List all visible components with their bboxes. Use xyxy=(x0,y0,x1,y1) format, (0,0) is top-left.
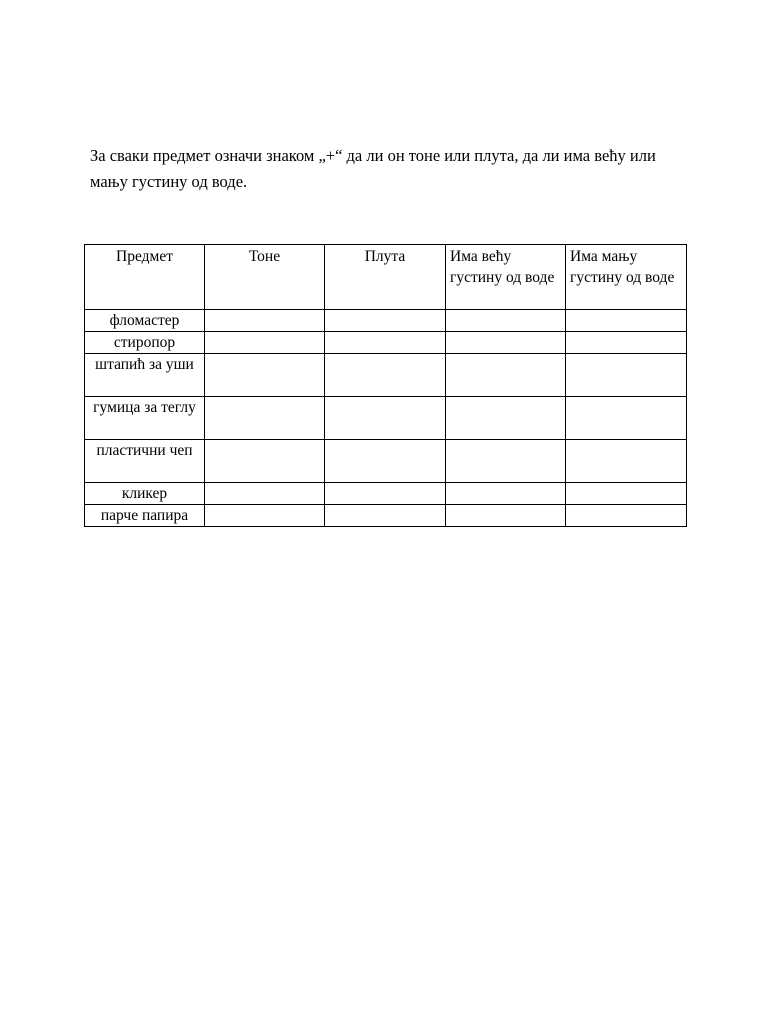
sinks-cell[interactable] xyxy=(205,310,325,332)
floats-cell[interactable] xyxy=(325,440,446,483)
row-item-label: пластични чеп xyxy=(85,440,205,483)
higher-density-cell[interactable] xyxy=(446,505,566,527)
header-item: Предмет xyxy=(85,245,205,310)
higher-density-cell[interactable] xyxy=(446,397,566,440)
higher-density-cell[interactable] xyxy=(446,354,566,397)
lower-density-cell[interactable] xyxy=(566,310,687,332)
header-sinks: Тоне xyxy=(205,245,325,310)
floats-cell[interactable] xyxy=(325,354,446,397)
row-item-label: кликер xyxy=(85,483,205,505)
row-item-label: стиропор xyxy=(85,332,205,354)
higher-density-cell[interactable] xyxy=(446,332,566,354)
row-item-label: штапић за уши xyxy=(85,354,205,397)
header-lower-density: Има мању густину од воде xyxy=(566,245,687,310)
table-row xyxy=(85,440,687,483)
sinks-cell[interactable] xyxy=(205,332,325,354)
floats-cell[interactable] xyxy=(325,310,446,332)
table-row xyxy=(85,397,687,440)
table-row xyxy=(85,354,687,397)
row-item-label: парче папира xyxy=(85,505,205,527)
sinks-cell[interactable] xyxy=(205,505,325,527)
sinks-cell[interactable] xyxy=(205,440,325,483)
lower-density-cell[interactable] xyxy=(566,397,687,440)
higher-density-cell[interactable] xyxy=(446,310,566,332)
table-header-row xyxy=(85,245,687,310)
sinks-cell[interactable] xyxy=(205,483,325,505)
lower-density-cell[interactable] xyxy=(566,332,687,354)
header-floats: Плута xyxy=(325,245,446,310)
table-row xyxy=(85,310,687,332)
floats-cell[interactable] xyxy=(325,483,446,505)
lower-density-cell[interactable] xyxy=(566,505,687,527)
table-row xyxy=(85,505,687,527)
lower-density-cell[interactable] xyxy=(566,440,687,483)
table-row xyxy=(85,483,687,505)
sinks-cell[interactable] xyxy=(205,354,325,397)
instruction-text: За сваки предмет означи знаком „+“ да ли он тоне или плута, да ли има већу или мању густину од воде. xyxy=(90,146,656,191)
density-worksheet-table xyxy=(84,244,687,527)
table-row xyxy=(85,332,687,354)
row-item-label: фломастер xyxy=(85,310,205,332)
floats-cell[interactable] xyxy=(325,397,446,440)
floats-cell[interactable] xyxy=(325,505,446,527)
header-higher-density: Има већу густину од воде xyxy=(446,245,566,310)
floats-cell[interactable] xyxy=(325,332,446,354)
lower-density-cell[interactable] xyxy=(566,483,687,505)
row-item-label: гумица за теглу xyxy=(85,397,205,440)
higher-density-cell[interactable] xyxy=(446,440,566,483)
lower-density-cell[interactable] xyxy=(566,354,687,397)
higher-density-cell[interactable] xyxy=(446,483,566,505)
sinks-cell[interactable] xyxy=(205,397,325,440)
